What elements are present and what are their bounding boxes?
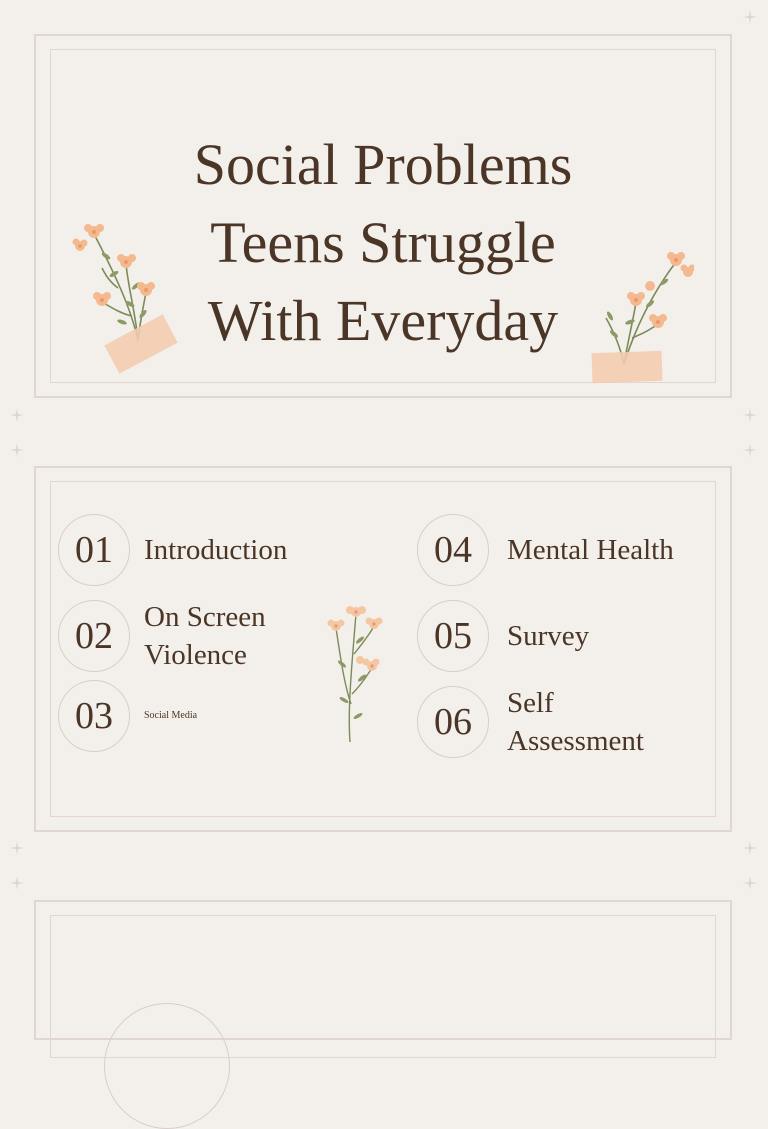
sparkle-icon <box>743 876 757 890</box>
agenda-number: 06 <box>417 686 489 758</box>
agenda-label: Survey <box>507 620 590 652</box>
agenda-label: On Screen Violence <box>144 601 266 671</box>
decorative-circle <box>104 1003 230 1129</box>
agenda-item[interactable] <box>58 680 197 752</box>
agenda-item[interactable] <box>58 598 294 674</box>
agenda-number: 05 <box>417 600 489 672</box>
sparkle-icon <box>10 408 24 422</box>
agenda-item[interactable] <box>417 514 674 586</box>
sparkle-icon <box>10 841 24 855</box>
sparkle-icon <box>10 876 24 890</box>
agenda-number: 02 <box>58 600 130 672</box>
tape-icon <box>591 351 662 383</box>
agenda-number: 03 <box>58 680 130 752</box>
agenda-label: Introduction <box>144 534 288 566</box>
flower-sprig-icon <box>322 604 392 744</box>
flower-bouquet-icon <box>66 216 181 376</box>
cover-slide[interactable] <box>34 34 732 398</box>
sparkle-icon <box>10 443 24 457</box>
agenda-item[interactable] <box>417 600 589 672</box>
agenda-label: Mental Health <box>507 534 674 566</box>
sparkle-icon <box>743 841 757 855</box>
sparkle-icon <box>743 408 757 422</box>
title-line: Social Problems <box>193 132 573 197</box>
title-line: With Everyday <box>207 288 559 353</box>
agenda-label: Social Media <box>144 710 198 721</box>
sparkle-icon <box>743 443 757 457</box>
agenda-label: Self Assessment <box>507 687 644 757</box>
agenda-item[interactable] <box>58 514 287 586</box>
agenda-number: 04 <box>417 514 489 586</box>
title-line: Teens Struggle <box>210 210 556 275</box>
agenda-number: 01 <box>58 514 130 586</box>
agenda-slide[interactable] <box>34 466 732 832</box>
sparkle-icon <box>743 10 757 24</box>
agenda-item[interactable] <box>417 684 667 760</box>
flower-bouquet-icon <box>584 246 694 386</box>
